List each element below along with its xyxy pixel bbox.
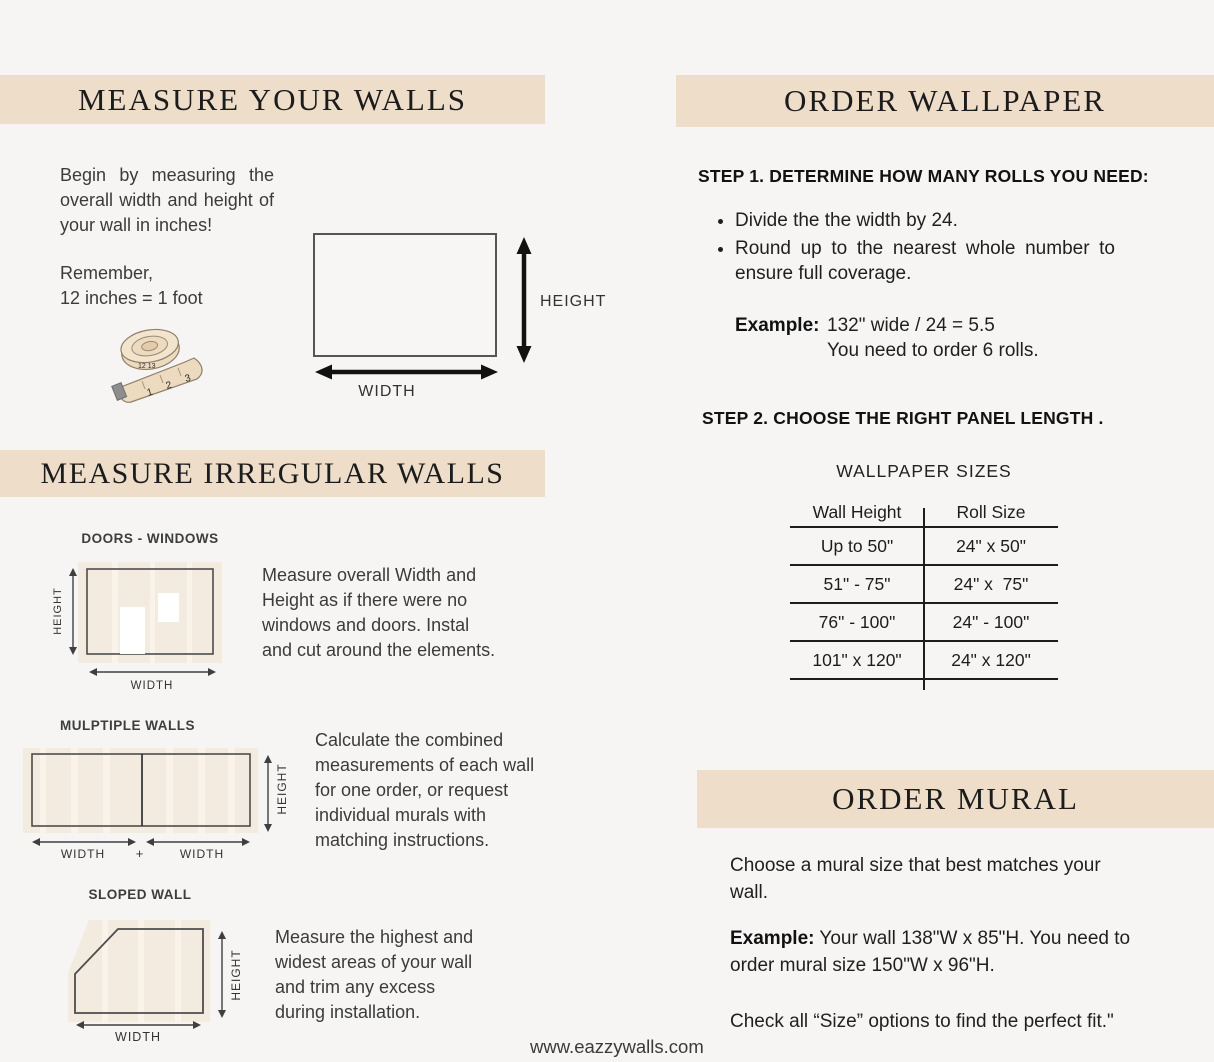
example-note: You need to order 6 rolls. <box>827 340 1039 361</box>
width-label: WIDTH <box>130 680 174 692</box>
website-url: www.eazzywalls.com <box>530 1036 704 1057</box>
multiple-walls-heading: MULPTIPLE WALLS <box>60 718 195 733</box>
height-label: HEIGHT <box>540 293 607 310</box>
height-arrow <box>264 755 272 832</box>
multiple-walls-diagram <box>10 740 310 865</box>
order-wallpaper-title: ORDER WALLPAPER <box>676 75 1214 127</box>
bullet-divide: • Divide the the width by 24. <box>735 208 1115 234</box>
width-label: WIDTH <box>115 1030 161 1044</box>
height-arrow <box>517 237 532 363</box>
step1-bullet-list <box>715 208 1115 287</box>
measure-irregular-walls-title: MEASURE IRREGULAR WALLS <box>0 450 545 497</box>
width-arrow <box>76 1021 201 1029</box>
height-label: HEIGHT <box>275 763 289 815</box>
step2-heading: STEP 2. CHOOSE THE RIGHT PANEL LENGTH . <box>702 408 1104 428</box>
sloped-wall-text: Measure the highest and widest areas of your wall and trim any excess during installation. <box>275 927 474 1022</box>
height-label: HEIGHT <box>52 587 64 635</box>
door-shape <box>120 607 145 654</box>
step1-heading: STEP 1. DETERMINE HOW MANY ROLLS YOU NEED: <box>698 166 1149 186</box>
width-arrow-left <box>32 838 136 846</box>
example-label: Example: <box>730 928 815 949</box>
sloped-wall-diagram <box>40 905 270 1050</box>
example-body: Your wall 138"W x 85"H. You need to order mural size 150"W x 96"H. <box>730 928 1131 976</box>
height-arrow <box>69 568 77 655</box>
tape-number-2: 2 <box>164 379 174 392</box>
wall-height-cell: 51" - 75" <box>823 573 891 594</box>
roll-size-cell: 24" - 100" <box>952 611 1030 632</box>
width-label: WIDTH <box>358 383 416 400</box>
height-arrow <box>218 931 226 1018</box>
width-arrow-right <box>146 838 250 846</box>
example-label: Example: <box>735 315 820 336</box>
tape-number-3: 3 <box>183 372 193 385</box>
order-mural-title: ORDER MURAL <box>697 770 1214 828</box>
width-arrow <box>89 668 216 676</box>
measure-intro-text: Begin by measuring the overall width and height of your wall in inches! <box>60 165 274 235</box>
wallpaper-sizes-table <box>790 498 1058 680</box>
measure-your-walls-title: MEASURE YOUR WALLS <box>0 75 545 124</box>
col-wall-height: Wall Height <box>812 501 902 522</box>
doors-windows-heading: DOORS - WINDOWS <box>81 531 219 546</box>
roll-size-cell: 24" x 50" <box>956 535 1026 556</box>
wallpaper-sizes-title: WALLPAPER SIZES <box>836 461 1012 481</box>
rolls-example <box>735 313 1039 363</box>
height-label: HEIGHT <box>229 949 243 1001</box>
sloped-wall-heading: SLOPED WALL <box>88 887 192 902</box>
mural-intro-text: Choose a mural size that best matches your wall. <box>730 855 1101 903</box>
multiple-walls-text: Calculate the combined measurements of each wall for one order, or request individual murals with matching instructions. <box>315 730 535 850</box>
remember-note <box>60 261 203 311</box>
width-label-left: WIDTH <box>60 847 106 861</box>
wall-measure-diagram <box>300 225 620 410</box>
tape-number-1: 1 <box>145 386 155 399</box>
window-shape <box>158 593 179 622</box>
plus-sign: + <box>135 846 145 861</box>
wall-height-cell: 101" x 120" <box>812 649 902 670</box>
tape-coil-marks: 12 13 <box>138 363 156 370</box>
mural-check-text: Check all “Size” options to find the perfect fit." <box>730 1011 1114 1032</box>
doors-windows-diagram <box>40 555 265 695</box>
roll-size-cell: 24" x 120" <box>951 649 1031 670</box>
tape-measure-icon <box>98 318 222 402</box>
remember-line2: 12 inches = 1 foot <box>60 288 203 308</box>
doors-windows-text: Measure overall Width and Height as if there were no windows and doors. Instal and cut around the elements. <box>262 565 496 660</box>
example-value: 132" wide / 24 = 5.5 <box>827 315 995 336</box>
roll-size-cell: 24" x 75" <box>953 573 1029 594</box>
table-column-divider <box>923 508 925 690</box>
mural-example-text <box>730 925 1162 979</box>
remember-line1: Remember, <box>60 263 154 283</box>
wall-rectangle <box>314 234 496 356</box>
width-arrow <box>315 365 498 380</box>
wall-height-cell: Up to 50" <box>820 535 894 556</box>
bullet-round-up: • Round up to the nearest whole number to ensure full coverage. <box>735 236 1115 287</box>
width-label-right: WIDTH <box>179 847 225 861</box>
wall-height-cell: 76" - 100" <box>818 611 896 632</box>
col-roll-size: Roll Size <box>956 501 1026 522</box>
